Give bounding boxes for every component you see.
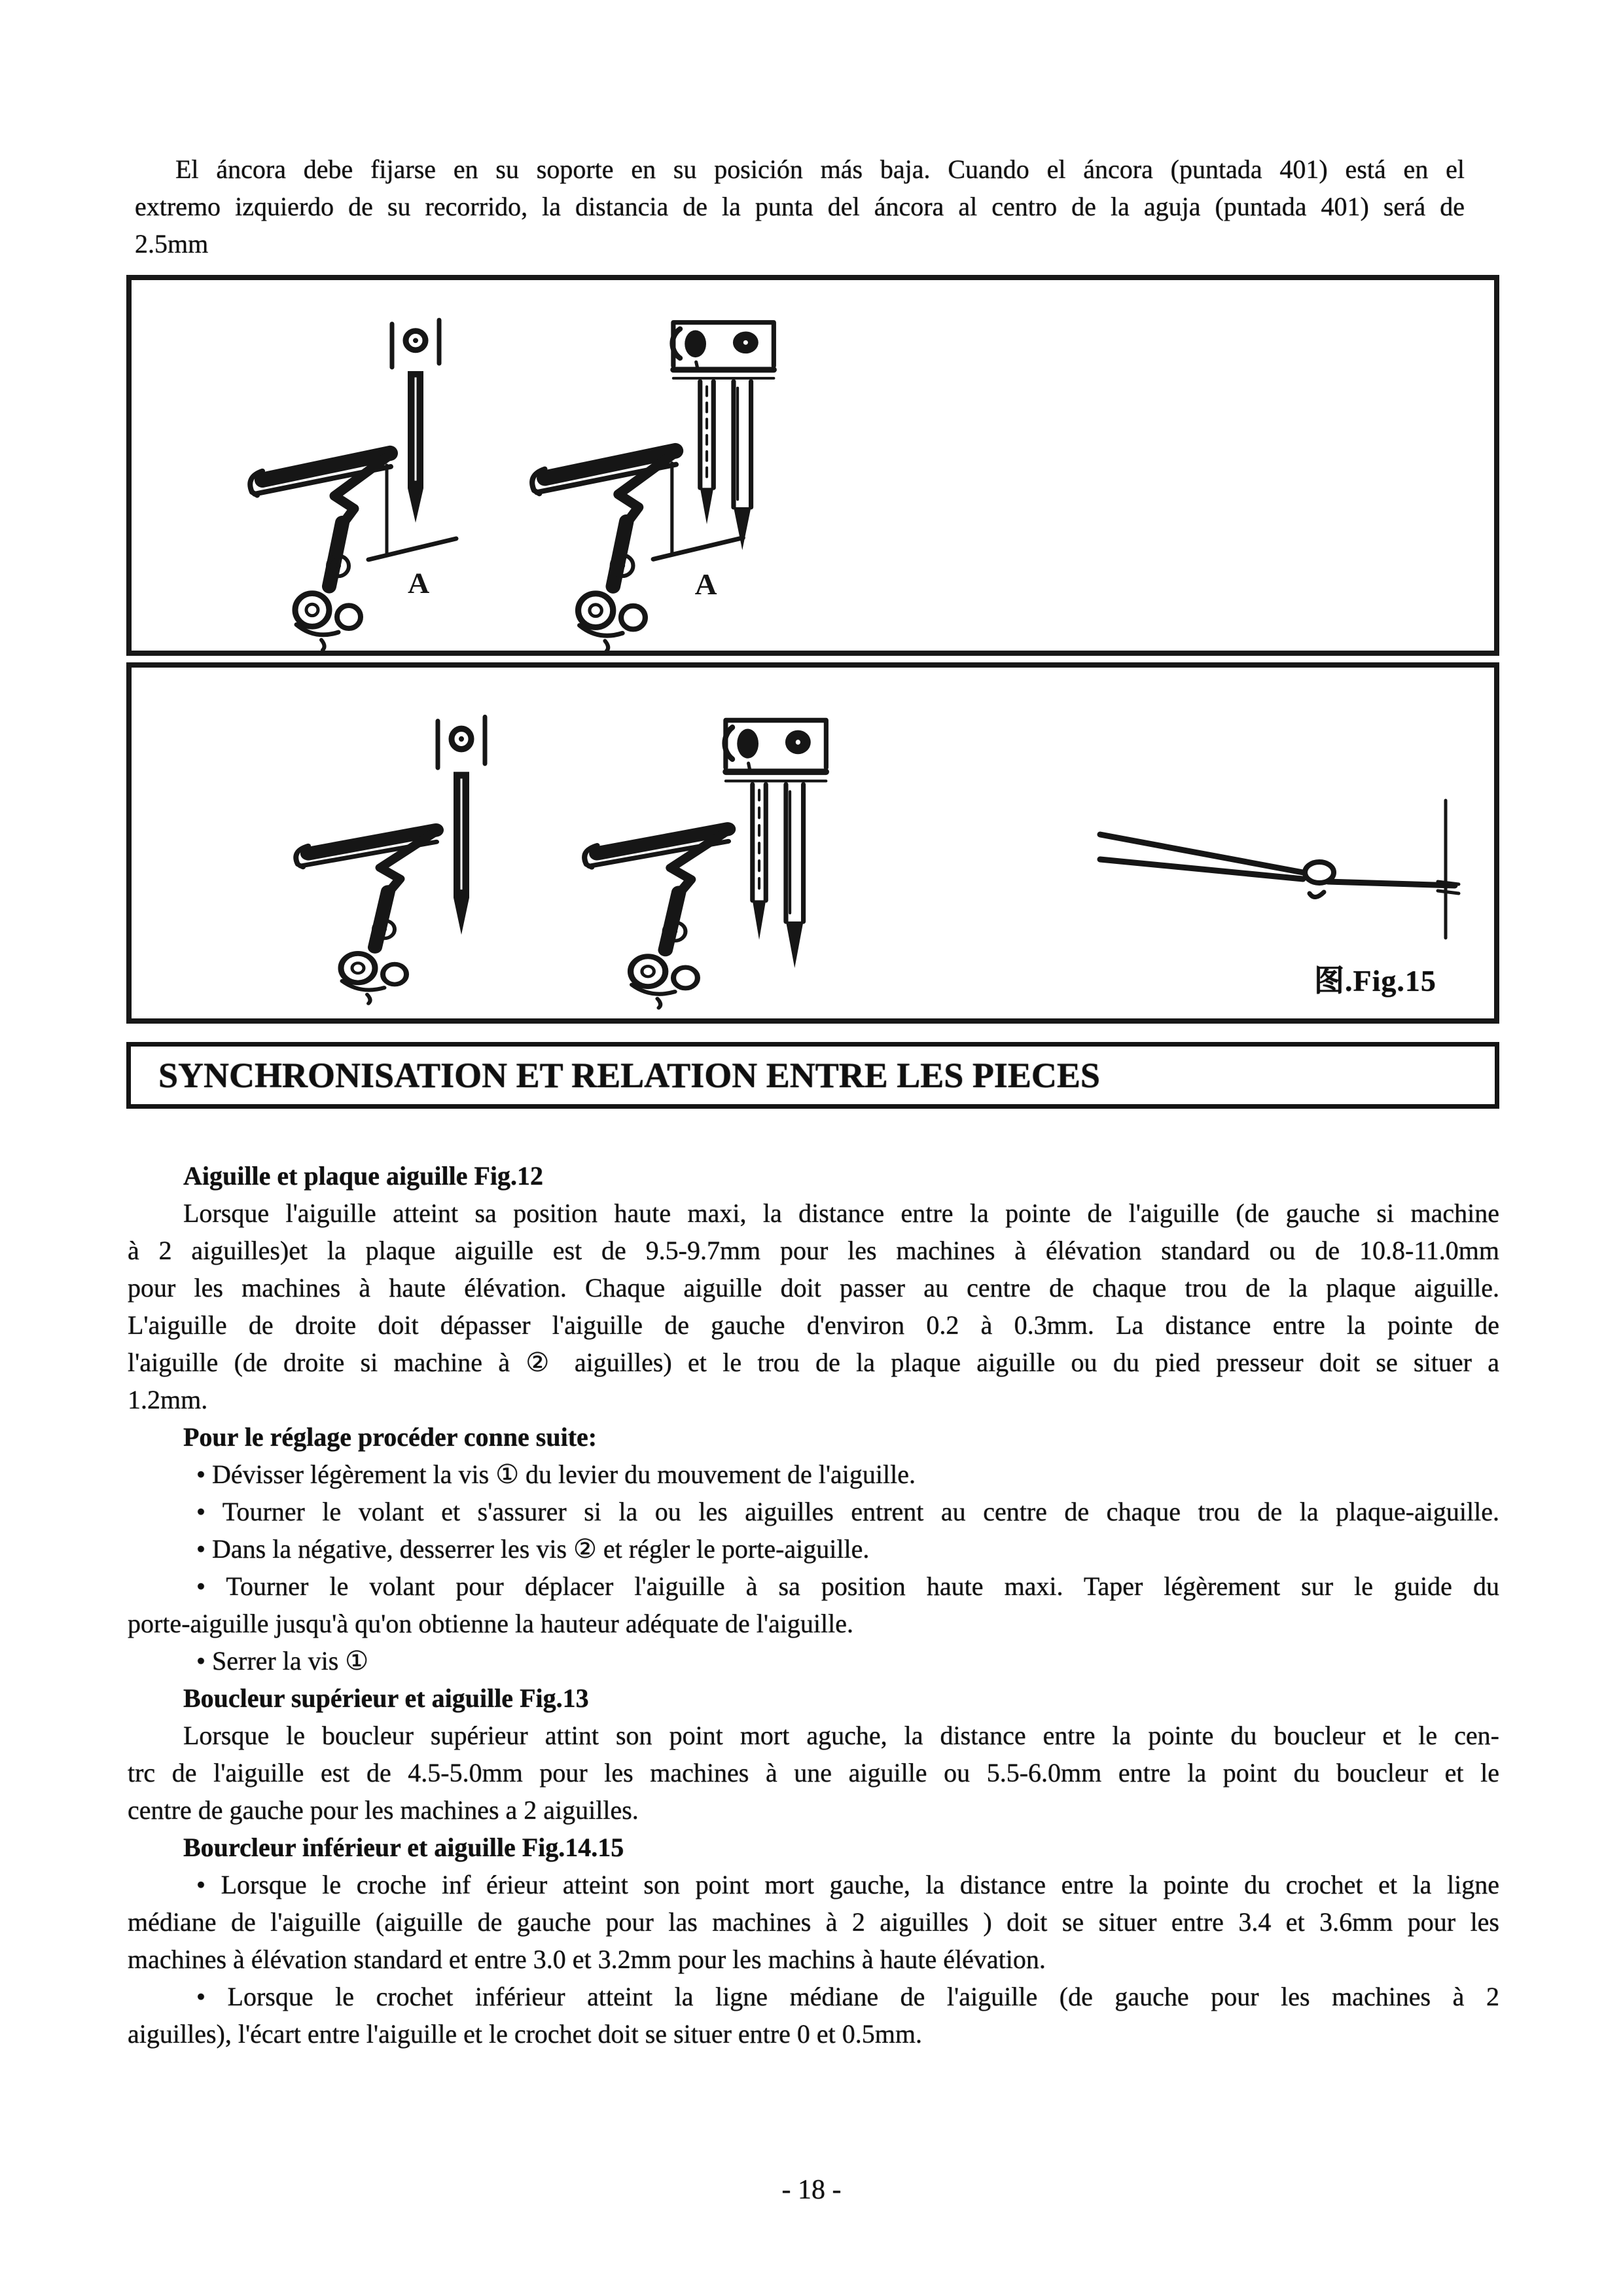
- figure-box-lower: [126, 662, 1499, 1024]
- paragraph-line: l'aiguille (de droite si machine à ② aiguilles) et le trou de la plaque aiguille ou du pied presseur doit se situer a: [128, 1348, 1499, 1377]
- bullet-item: • Lorsque le croche inf érieur atteint son point mort gauche, la distance entre la pointe du crochet et la ligne: [196, 1870, 1499, 1899]
- bullet-item: • Dévisser légèrement la vis ① du levier du mouvement de l'aiguille.: [196, 1460, 916, 1489]
- paragraph-line: médiane de l'aiguille (aiguille de gauche pour las machines à 2 aiguilles ) doit se situer entre 3.4 et 3.6mm pour les: [128, 1907, 1499, 1937]
- heading-reglage: Pour le réglage procéder conne suite:: [183, 1422, 597, 1452]
- section-header-box: [126, 1042, 1499, 1109]
- intro-line: El áncora debe fijarse en su soporte en su posición más baja. Cuando el áncora (puntada 401) está en el: [175, 154, 1465, 184]
- intro-line: 2.5mm: [135, 229, 209, 259]
- paragraph-line: Lorsque l'aiguille atteint sa position haute maxi, la distance entre la pointe de l'aiguille (de gauche si machine: [183, 1198, 1499, 1228]
- paragraph-line: 1.2mm.: [128, 1385, 208, 1414]
- heading-aiguille: Aiguille et plaque aiguille Fig.12: [183, 1161, 544, 1191]
- looper-single-needle-diagram: [269, 694, 550, 1008]
- bullet-item: • Dans la négative, desserrer les vis ② et régler le porte-aiguille.: [196, 1534, 870, 1564]
- bullet-item: • Serrer la vis ①: [196, 1646, 369, 1676]
- bullet-item: • Lorsque le crochet inférieur atteint la ligne médiane de l'aiguille (de gauche pour les machines à 2: [196, 1982, 1499, 2011]
- paragraph-line: centre de gauche pour les machines a 2 aiguilles.: [128, 1795, 639, 1825]
- paragraph-line: trc de l'aiguille est de 4.5-5.0mm pour les machines à une aiguille ou 5.5-6.0mm entre la point du boucleur et le: [128, 1758, 1499, 1787]
- distance-a-label: A: [408, 567, 430, 600]
- looper-double-needle-diagram: [505, 293, 793, 656]
- bullet-item: • Tourner le volant et s'assurer si la ou les aiguilles entrent au centre de chaque trou de la plaque-aiguille.: [196, 1497, 1499, 1526]
- heading-boucleur-inferieur: Bourcleur inférieur et aiguille Fig.14.15: [183, 1833, 624, 1862]
- looper-point-side-view: [1094, 795, 1473, 946]
- looper-double-needle-diagram: [557, 689, 845, 1013]
- paragraph-line: à 2 aiguilles)et la plaque aiguille est de 9.5-9.7mm pour les machines à élévation standard ou de 10.8-11.0mm: [128, 1236, 1499, 1265]
- figure-box-upper: [126, 275, 1499, 656]
- intro-line: extremo izquierdo de su recorrido, la distancia de la punta del áncora al centro de la aguja (puntada 401) será de: [135, 192, 1465, 221]
- page-number: - 18 -: [781, 2175, 842, 2205]
- looper-single-needle-diagram: [223, 298, 505, 655]
- paragraph-line: Lorsque le boucleur supérieur attint son point mort aguche, la distance entre la pointe du boucleur et le cen-: [183, 1721, 1499, 1750]
- paragraph-line: machines à élévation standard et entre 3.0 et 3.2mm pour les machins à haute élévation.: [128, 1945, 1046, 1974]
- section-title: SYNCHRONISATION ET RELATION ENTRE LES PIECES: [158, 1056, 1100, 1095]
- paragraph-line: L'aiguille de droite doit dépasser l'aiguille de gauche d'environ 0.2 à 0.3mm. La distance entre la pointe de: [128, 1310, 1499, 1340]
- paragraph-line: pour les machines à haute élévation. Chaque aiguille doit passer au centre de chaque trou de la plaque aiguille.: [128, 1273, 1499, 1302]
- bullet-item: • Tourner le volant pour déplacer l'aiguille à sa position haute maxi. Taper légèrement sur le guide du: [196, 1571, 1499, 1601]
- distance-a-label: A: [694, 568, 717, 601]
- heading-boucleur-superieur: Boucleur supérieur et aiguille Fig.13: [183, 1683, 589, 1713]
- bullet-item-continuation: porte-aiguille jusqu'à qu'on obtienne la hauteur adéquate de l'aiguille.: [128, 1609, 854, 1638]
- body-text: [128, 1157, 1499, 2053]
- paragraph-line: aiguilles), l'écart entre l'aiguille et le crochet doit se situer entre 0 et 0.5mm.: [128, 2019, 922, 2049]
- intro-paragraph: [135, 151, 1465, 262]
- fig15-caption: 图.Fig.15: [1314, 964, 1436, 997]
